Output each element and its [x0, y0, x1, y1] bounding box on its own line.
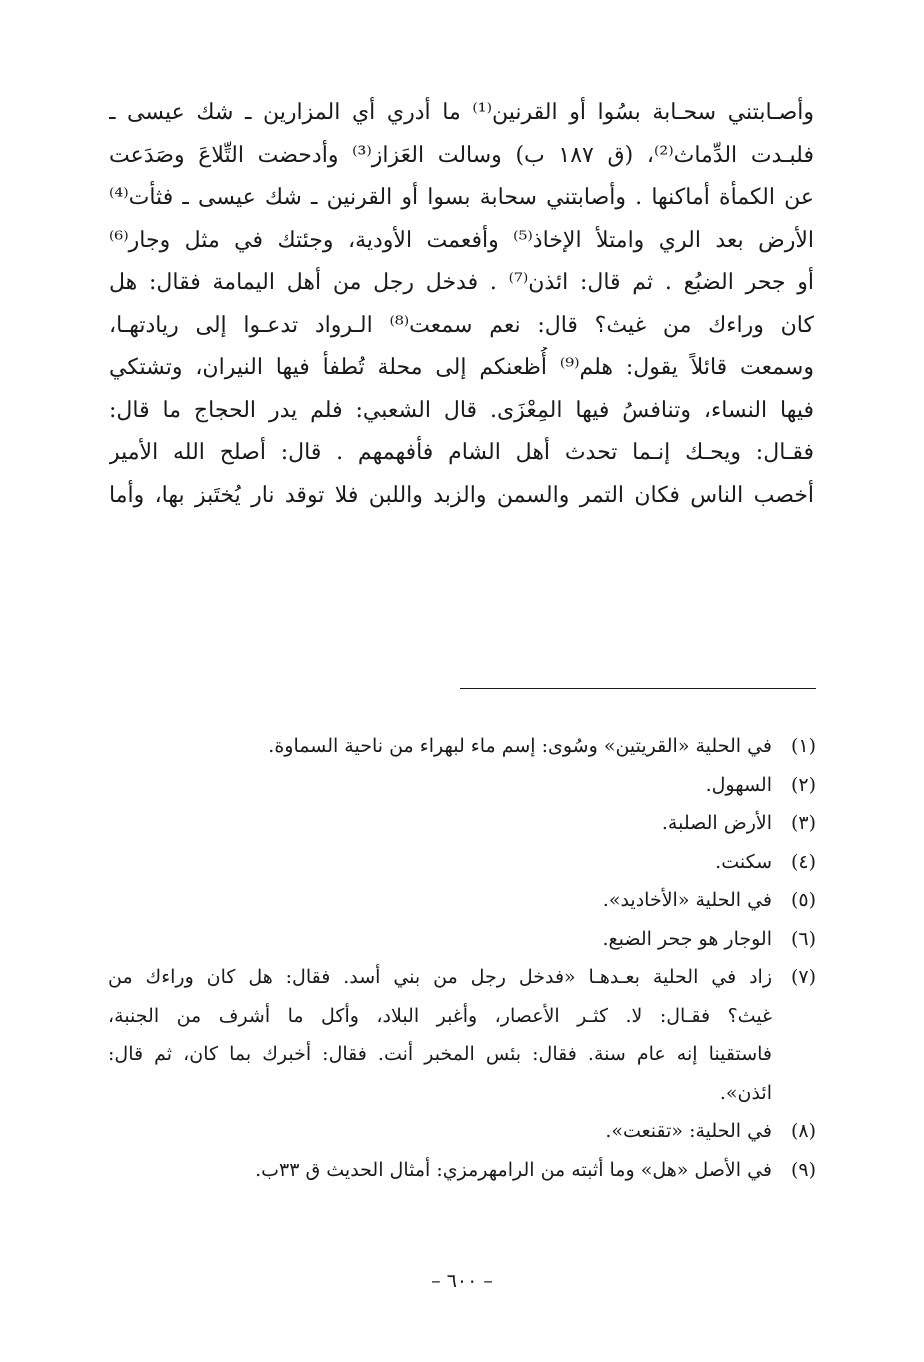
main-text-line: وأصـابتني سحـابة بسُوا أو القرنين⁽¹⁾ ما أدري أي المزارين ـ شك عيسى ـ: [109, 100, 814, 125]
main-text-line: فلبـدت الدِّماث⁽²⁾، (ق ١٨٧ ب) وسالت العَزاز⁽³⁾ وأدحضت التِّلاعَ وصَدَعت: [109, 142, 814, 168]
footnotes-list: [108, 727, 816, 1189]
footnote-1: [108, 727, 816, 766]
footnote-line: فاستقينا إنه عام سنة. فقال: بئس المخبر أنت. فقال: أخبرك بما كان، ثم قال:: [108, 1043, 772, 1065]
main-text-line: كان وراءك من غيث؟ قال: نعم سمعت⁽⁸⁾ الـرواد تدعـوا إلى ريادتهـا،: [109, 312, 814, 338]
footnote-line: في الحلية: «تقنعت».: [605, 1120, 772, 1142]
page-number: – ٦٠٠ –: [431, 1270, 493, 1292]
footnote-number: (١): [790, 735, 816, 757]
footnote-number: (٨): [790, 1120, 816, 1142]
footnote-line: سكنت.: [715, 850, 772, 873]
footnote-number: (٦): [790, 927, 816, 950]
footnote-number: (٥): [790, 889, 816, 911]
footnote-line: زاد في الحلية بعـدهـا «فدخل رجل من بني أسد. فقال: هل كان وراءك من: [108, 966, 772, 988]
footnote-text: [108, 766, 772, 805]
footnote-number: (٩): [790, 1158, 816, 1181]
footnote-line: الأرض الصلبة.: [661, 812, 772, 834]
footnote-5: [108, 881, 816, 920]
footnote-line: في الأصل «هل» وما أثبته من الرامهرمزي: أمثال الحديث ق ٣٣ب.: [255, 1158, 772, 1181]
footnote-4: [108, 843, 816, 882]
footnote-8: [108, 1112, 816, 1151]
footnote-text: [108, 1151, 772, 1190]
footnote-number: (٧): [790, 966, 816, 988]
footnote-text: [108, 958, 772, 1112]
footnote-number: (٢): [790, 773, 816, 796]
footnote-2: [108, 766, 816, 805]
main-text-line: فيها النساء، وتنافسُ فيها المِعْزَى. قال الشعبي: فلم يدر الحجاج ما قال:: [109, 397, 814, 423]
footnote-9: [108, 1151, 816, 1190]
footnote-line: في الحلية «القريتين» وسُوى: إسم ماء لبهراء من ناحية السماوة.: [268, 735, 772, 757]
footnote-text: [108, 1112, 772, 1151]
main-text-line: عن الكمأة أماكنها . وأصابتني سحابة بسوا أو القرنين ـ شك عيسى ـ فثأت⁽⁴⁾: [109, 185, 814, 210]
main-text-line: الأرض بعد الري وامتلأ الإخاذ⁽⁵⁾ وأفعمت الأودية، وجئتك في مثل وجار⁽⁶⁾: [109, 227, 814, 253]
footnote-line: غيث؟ فقـال: لا. كثـر الأعصار، وأغبر البلاد، وأكل ما أشرف من الجنبة،: [108, 1004, 772, 1027]
footnote-line: الوجار هو جحر الضبع.: [602, 927, 772, 950]
footnote-6: [108, 920, 816, 959]
footnote-separator: [460, 688, 816, 689]
main-text-line: أخصب الناس فكان التمر والسمن والزبد واللبن فلا توقد نار يُختَبز بها، وأما: [109, 482, 814, 508]
footnote-text: [108, 727, 772, 766]
main-text: [109, 92, 814, 517]
footnote-text: [108, 881, 772, 920]
footnote-number: (٣): [790, 812, 816, 834]
footnote-7: [108, 958, 816, 1112]
main-text-line: فقـال: ويحـك إنـما تحدث أهل الشام فأفهمهم . قال: أصلح الله الأمير: [109, 440, 814, 465]
footnote-3: [108, 804, 816, 843]
footnote-text: [108, 804, 772, 843]
main-text-line: أو جحر الضبُع . ثم قال: ائذن⁽⁷⁾ . فدخل رجل من أهل اليمامة فقال: هل: [109, 270, 814, 295]
main-text-line: وسمعت قائلاً يقول: هلم⁽⁹⁾ أُظعنكم إلى محلة تُطفأ فيها النيران، وتشتكي: [109, 355, 814, 380]
footnote-line: في الحلية «الأخاديد».: [602, 889, 772, 911]
footnote-text: [108, 920, 772, 959]
footnote-number: (٤): [790, 850, 816, 873]
footnote-line: ائذن».: [719, 1081, 772, 1104]
footnote-line: السهول.: [705, 773, 772, 796]
footnote-text: [108, 843, 772, 882]
